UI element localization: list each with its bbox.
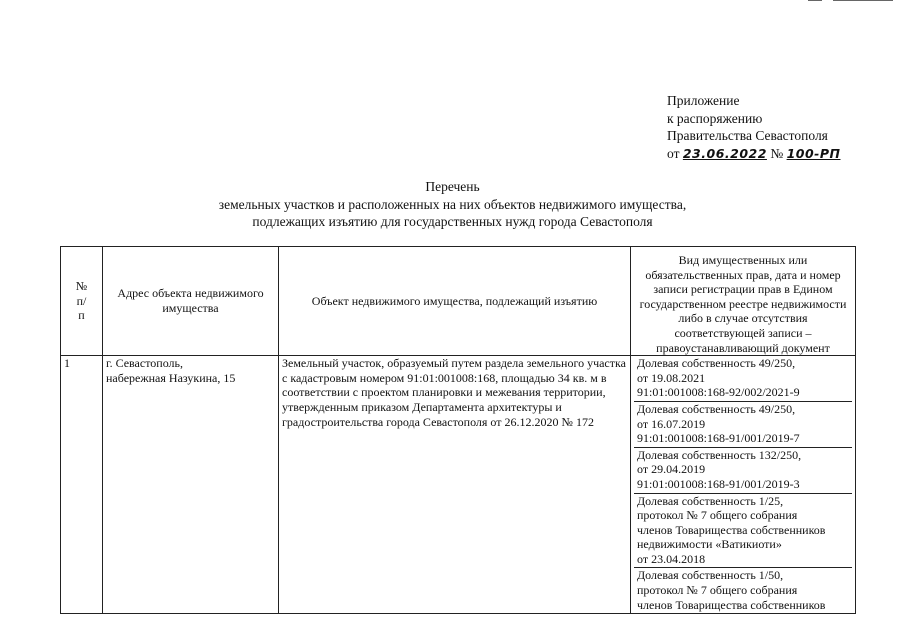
rights-text: 91:01:001008:168-92/002/2021-9 xyxy=(637,385,800,400)
rights-entry xyxy=(634,402,852,448)
rights-text: Долевая собственность 1/50, xyxy=(637,568,784,583)
header-object: Объект недвижимого имущества, подлежащий изъятию xyxy=(279,247,631,356)
rights-text: Долевая собственность 1/25, xyxy=(637,493,784,508)
row-num: 1 xyxy=(61,356,103,614)
address-line-2: набережная Назукина, 15 xyxy=(106,370,236,385)
rights-text: 91:01:001008:168-91/001/2019-3 xyxy=(637,476,800,491)
row-rights xyxy=(631,356,856,614)
rights-text: от 29.04.2019 xyxy=(637,462,706,477)
rights-text: недвижимости «Ватикиоти» xyxy=(637,537,782,552)
scan-edge-line xyxy=(808,0,822,1)
rights-text: от 16.07.2019 xyxy=(637,416,706,431)
date-prefix: от xyxy=(667,145,680,161)
title-line-2: земельных участков и расположенных на них объектов недвижимого имущества, xyxy=(218,196,687,212)
appendix-line-1: Приложение xyxy=(667,93,740,108)
rights-text: Долевая собственность 132/250, xyxy=(637,447,802,462)
rights-text: от 23.04.2018 xyxy=(637,551,706,566)
rights-text: 91:01:001008:168-91/001/2019-7 xyxy=(637,431,800,446)
address-line-1: г. Севастополь, xyxy=(106,356,184,371)
rights-text: протокол № 7 общего собрания xyxy=(637,583,798,598)
table-row xyxy=(61,356,856,614)
header-rights: Вид имущественных или обязательственных прав, дата и номер записи регистрации прав в Едином государственном реестре недвижимости либо в случае отсутствия соответствующей записи – правоустанавливающий документ xyxy=(631,247,856,356)
handwritten-date: 23.06.2022 xyxy=(682,145,767,161)
header-address: Адрес объекта недвижимого имущества xyxy=(103,247,279,356)
table-header-row xyxy=(61,247,856,356)
rights-entry xyxy=(634,356,852,402)
rights-text: Долевая собственность 49/250, xyxy=(637,356,796,371)
rights-text: протокол № 7 общего собрания xyxy=(637,508,798,523)
row-address xyxy=(103,356,279,614)
appendix-line-2: к распоряжению xyxy=(667,110,763,126)
appendix-date-line xyxy=(667,145,854,163)
handwritten-number: 100-РП xyxy=(786,145,841,161)
rights-text: от 19.08.2021 xyxy=(637,370,706,385)
document-title xyxy=(0,178,905,231)
number-prefix: № xyxy=(770,145,784,161)
rights-text: членов Товарищества собственников xyxy=(637,522,826,537)
rights-entry xyxy=(634,448,852,494)
appendix-line-3: Правительства Севастополя xyxy=(667,128,828,143)
rights-text: Долевая собственность 49/250, xyxy=(637,401,796,416)
rights-entry xyxy=(634,494,852,569)
appendix-block xyxy=(667,92,854,162)
title-line-1: Перечень xyxy=(425,179,480,194)
header-num: № п/п xyxy=(61,247,103,356)
property-table xyxy=(60,246,856,614)
rights-text: членов Товарищества собственников xyxy=(637,597,826,612)
rights-entry xyxy=(634,568,852,613)
scan-edge-line xyxy=(833,0,893,1)
row-object: Земельный участок, образуемый путем раздела земельного участка с кадастровым номером 91:01:001008:168, площадью 34 кв. м в соответствии с проектом планировки и межевания территории, утвержденным приказом Департамента архитектуры и градостроительства города Севастополя от 26.12.2020 № 172 xyxy=(279,356,631,614)
title-line-3: подлежащих изъятию для государственных нужд города Севастополя xyxy=(252,214,653,229)
